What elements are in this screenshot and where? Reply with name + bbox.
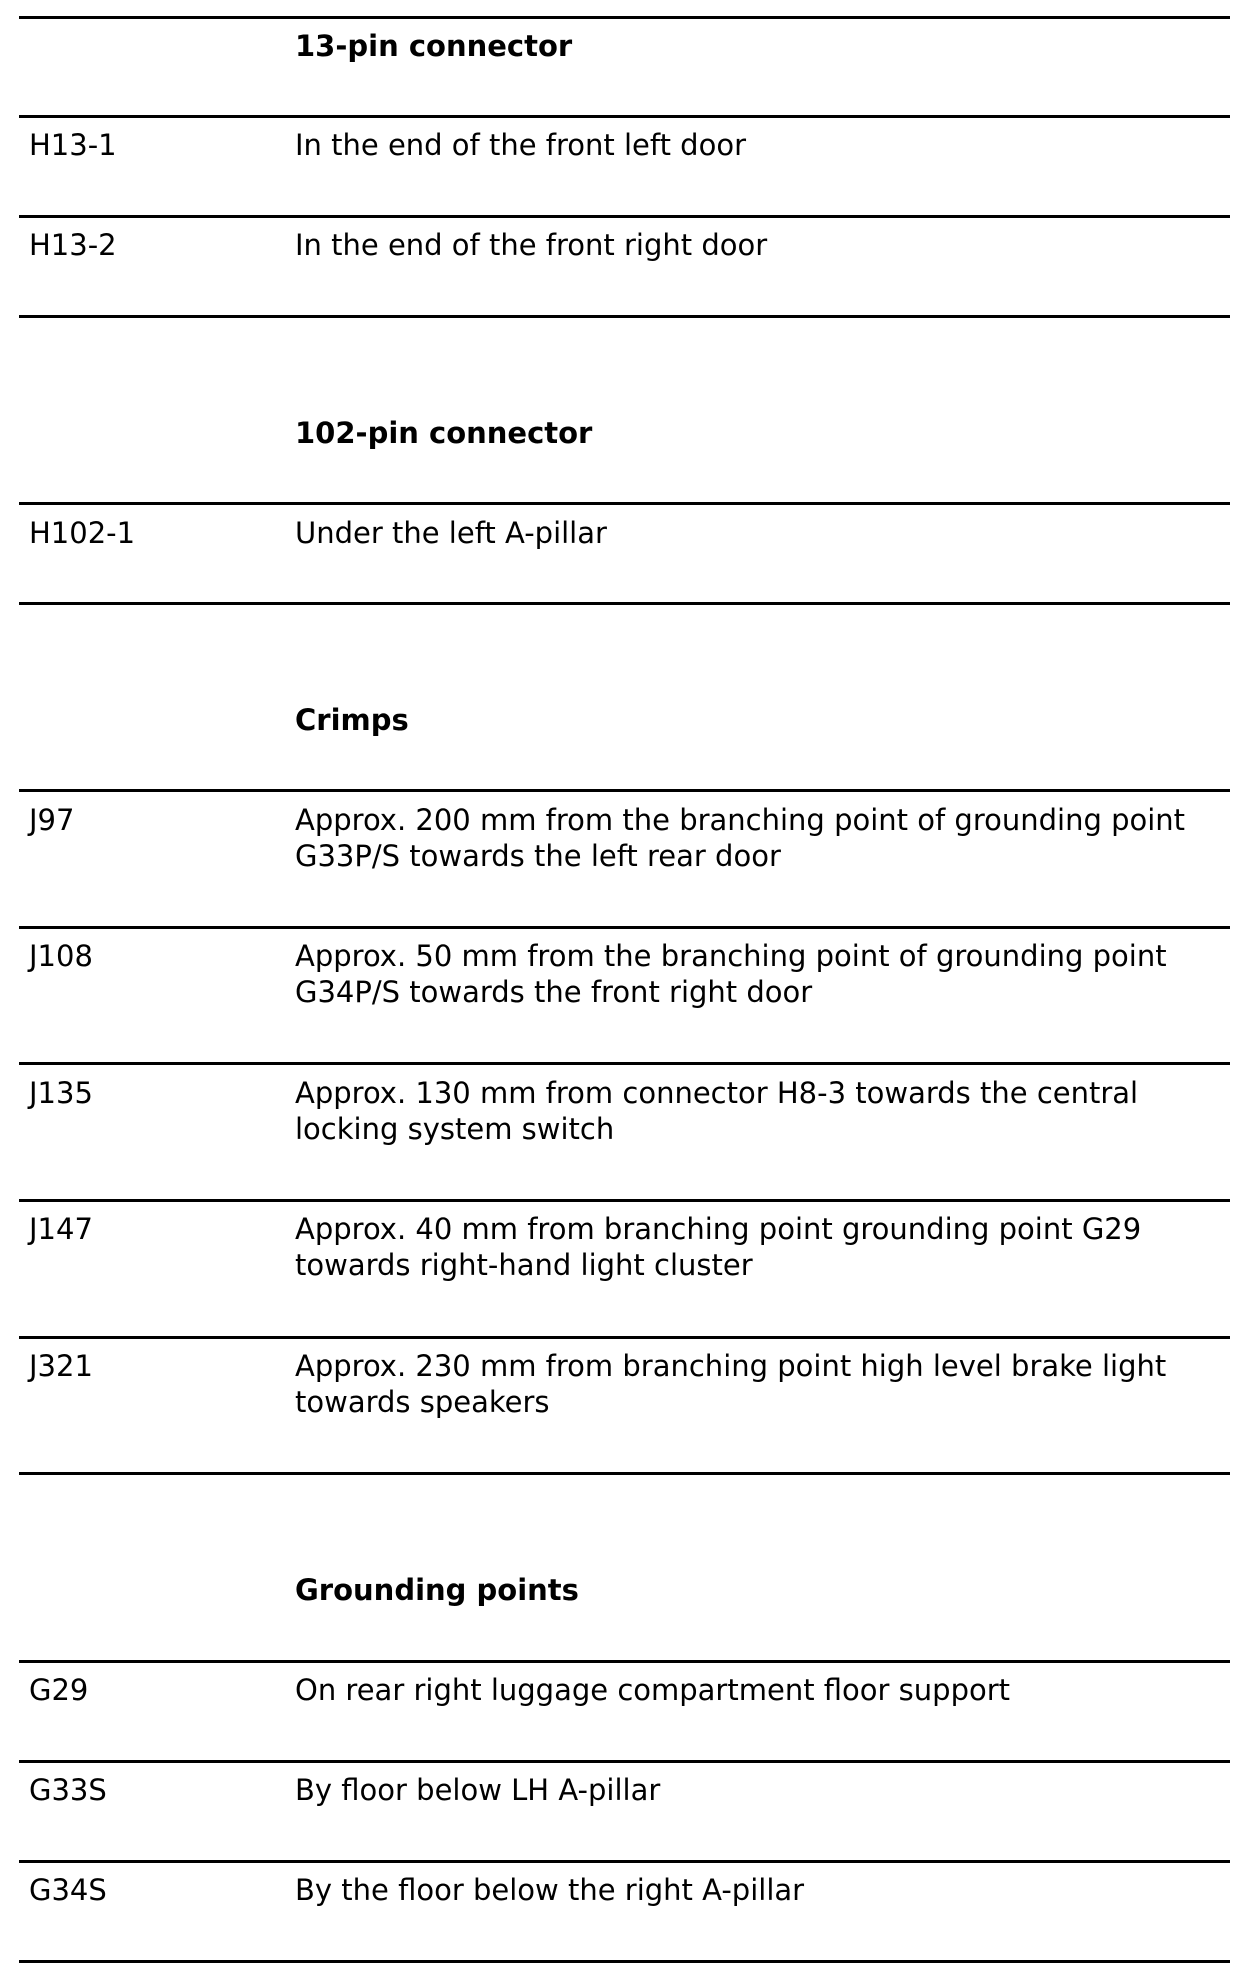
section-bottom-rule bbox=[19, 1472, 1230, 1475]
row-description: On rear right luggage compartment floor support bbox=[295, 1673, 1011, 1707]
row-code: J108 bbox=[29, 939, 93, 973]
row-divider bbox=[19, 1336, 1230, 1339]
row-code: H102-1 bbox=[29, 516, 136, 550]
row-divider bbox=[19, 1760, 1230, 1763]
row-code: J97 bbox=[29, 803, 75, 837]
row-description: In the end of the front right door bbox=[295, 228, 768, 262]
row-description: Approx. 40 mm from branching point grounding point G29 towards right-hand light cluster bbox=[295, 1212, 1142, 1282]
row-code: G29 bbox=[29, 1673, 89, 1707]
row-description: By the floor below the right A-pillar bbox=[295, 1873, 805, 1907]
row-divider bbox=[19, 1062, 1230, 1065]
section-top-rule bbox=[19, 16, 1230, 19]
row-divider bbox=[19, 502, 1230, 505]
row-divider bbox=[19, 1860, 1230, 1863]
row-description: Approx. 200 mm from the branching point of grounding point G33P/S towards the left rear door bbox=[295, 803, 1186, 873]
section-bottom-rule bbox=[19, 315, 1230, 318]
row-description: Approx. 50 mm from the branching point of grounding point G34P/S towards the front right door bbox=[295, 939, 1167, 1009]
row-divider bbox=[19, 215, 1230, 218]
row-divider bbox=[19, 1660, 1230, 1663]
row-code: G33S bbox=[29, 1773, 107, 1807]
section-bottom-rule bbox=[19, 602, 1230, 605]
row-code: G34S bbox=[29, 1873, 107, 1907]
row-code: H13-2 bbox=[29, 228, 117, 262]
row-divider bbox=[19, 115, 1230, 118]
row-divider bbox=[19, 789, 1230, 792]
row-description: Under the left A-pillar bbox=[295, 516, 607, 550]
section-heading: Grounding points bbox=[295, 1573, 579, 1607]
section-bottom-rule bbox=[19, 1960, 1230, 1963]
row-divider bbox=[19, 926, 1230, 929]
row-description: By floor below LH A-pillar bbox=[295, 1773, 661, 1807]
section-heading: 13-pin connector bbox=[295, 29, 573, 63]
row-code: J135 bbox=[29, 1076, 93, 1110]
row-code: J321 bbox=[29, 1349, 93, 1383]
row-code: H13-1 bbox=[29, 128, 117, 162]
row-description: Approx. 130 mm from connector H8-3 towards the central locking system switch bbox=[295, 1076, 1139, 1146]
row-divider bbox=[19, 1199, 1230, 1202]
row-code: J147 bbox=[29, 1212, 93, 1246]
section-heading: 102-pin connector bbox=[295, 416, 593, 450]
section-heading: Crimps bbox=[295, 703, 409, 737]
row-description: Approx. 230 mm from branching point high level brake light towards speakers bbox=[295, 1349, 1167, 1419]
row-description: In the end of the front left door bbox=[295, 128, 747, 162]
